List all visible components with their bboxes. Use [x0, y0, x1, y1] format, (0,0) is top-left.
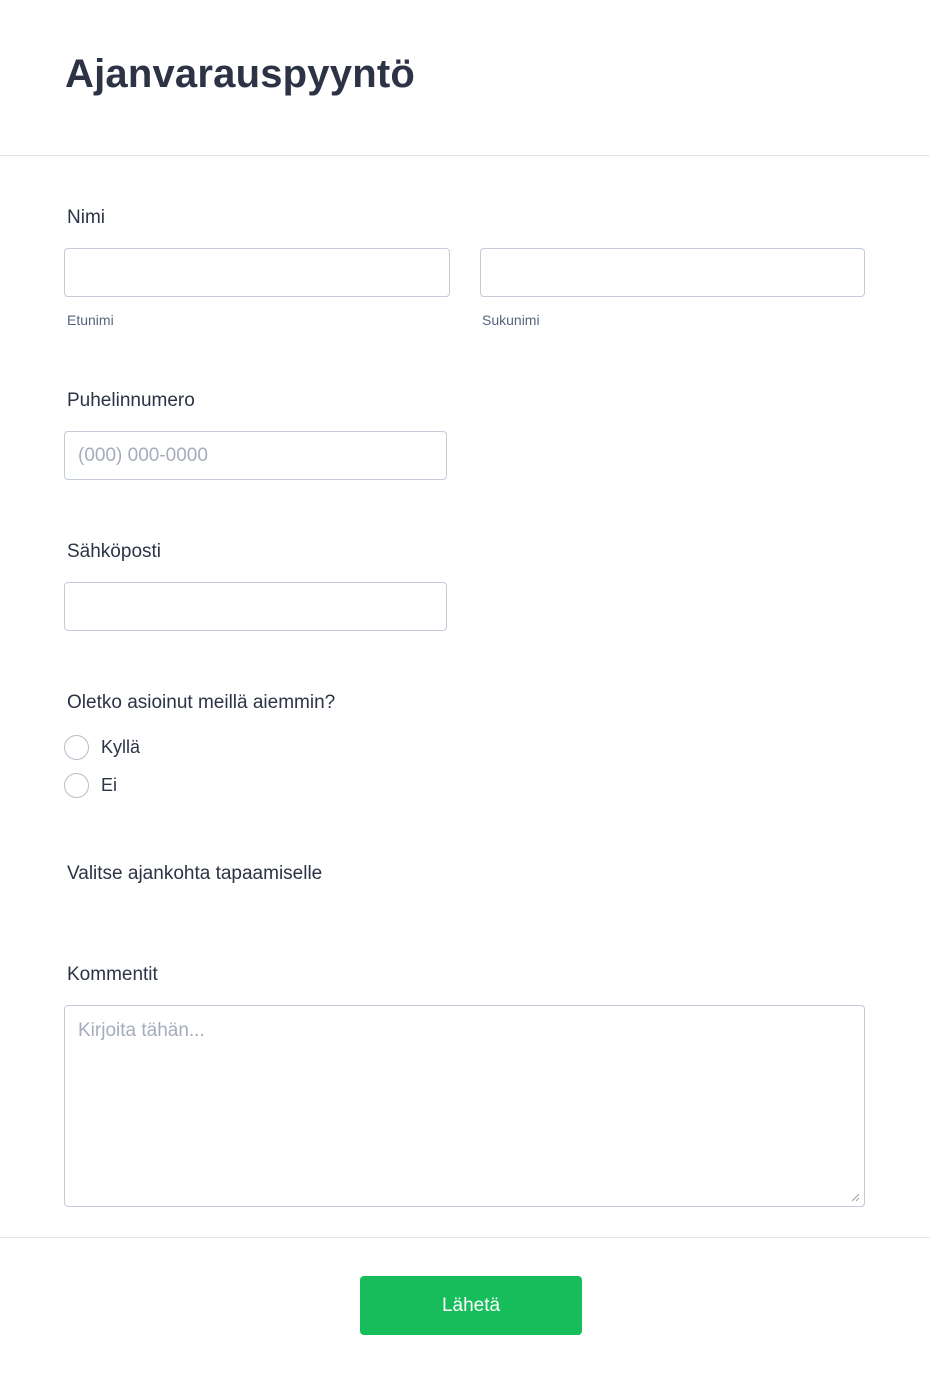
email-input[interactable]	[64, 582, 447, 631]
radio-label-yes: Kyllä	[101, 736, 141, 757]
name-label: Nimi	[67, 207, 105, 228]
form-footer	[0, 1237, 930, 1384]
radio-option-yes[interactable]	[64, 734, 140, 760]
radio-button-no[interactable]	[64, 773, 89, 798]
phone-label: Puhelinnumero	[67, 390, 195, 411]
last-name-sublabel: Sukunimi	[482, 312, 540, 328]
form-title: Ajanvarauspyyntö	[65, 52, 415, 96]
submit-button[interactable]: Lähetä	[360, 1276, 582, 1335]
comments-field	[64, 1005, 865, 1207]
visited-before-label: Oletko asioinut meillä aiemmin?	[67, 692, 336, 713]
radio-button-yes[interactable]	[64, 735, 89, 760]
first-name-input[interactable]	[64, 248, 450, 297]
first-name-sublabel: Etunimi	[67, 312, 114, 328]
appointment-label: Valitse ajankohta tapaamiselle	[67, 863, 323, 884]
radio-label-no: Ei	[101, 774, 118, 795]
phone-input[interactable]	[64, 431, 447, 480]
comments-textarea[interactable]	[65, 1006, 864, 1206]
form-header	[0, 0, 930, 156]
email-label: Sähköposti	[67, 541, 162, 562]
last-name-input[interactable]	[480, 248, 865, 297]
resize-handle-icon[interactable]	[850, 1192, 860, 1202]
radio-option-no[interactable]	[64, 772, 117, 798]
comments-label: Kommentit	[67, 964, 158, 985]
